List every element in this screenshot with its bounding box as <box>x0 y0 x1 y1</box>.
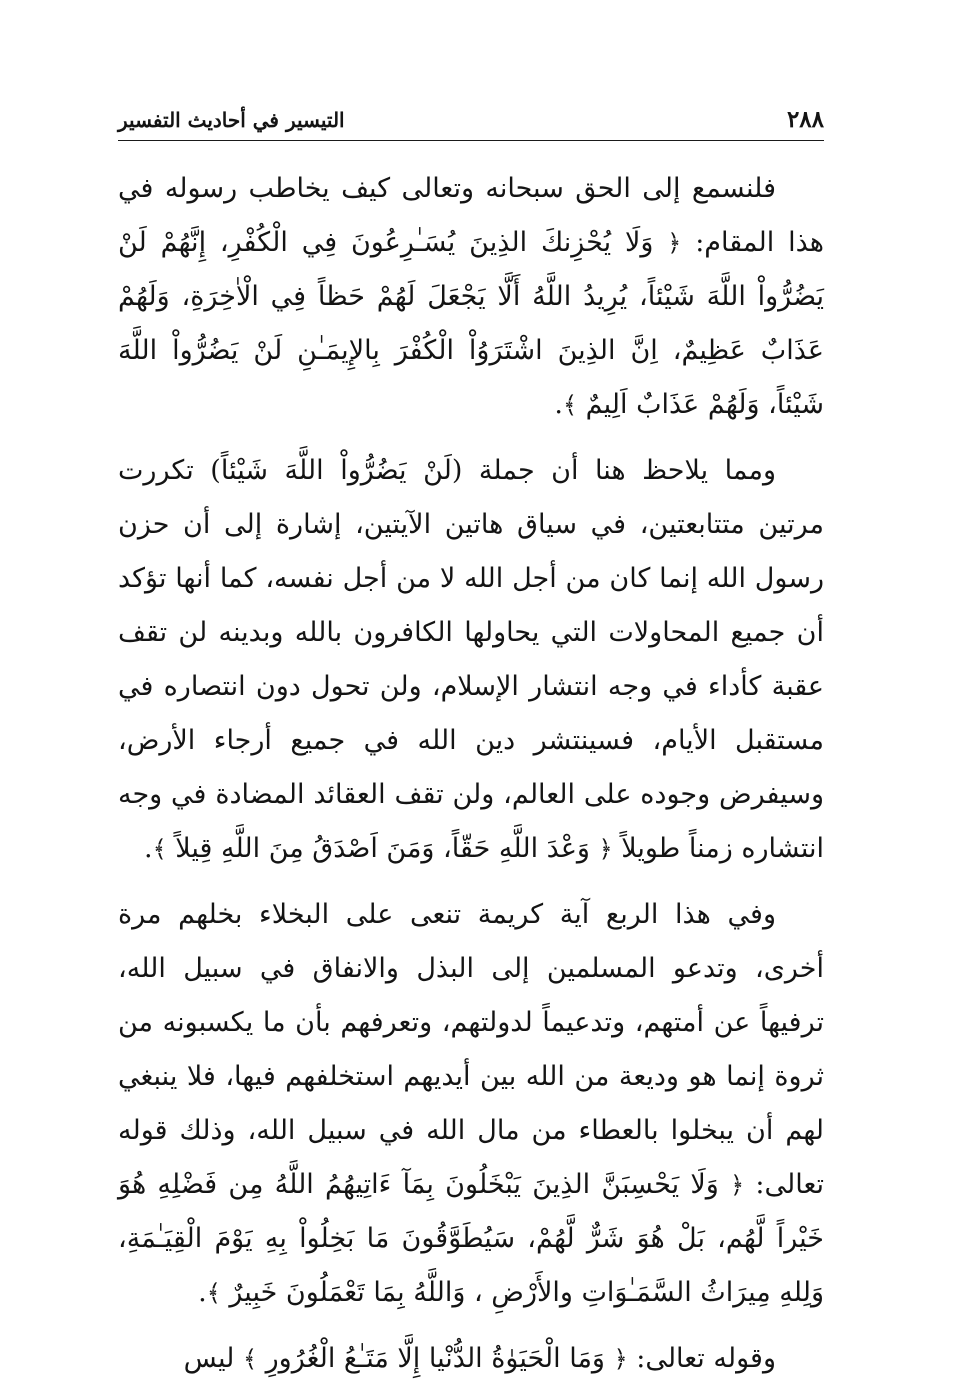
paragraph-text: وفي هذا الربع آية كريمة تنعى على البخلاء بخلهم مرة أخرى، وتدعو المسلمين إلى البذل والانفاق في سبيل الله، ترفيهاً عن أمتهم، وتدعيماً لدولتهم، وتعرفهم بأن ما يكسبونه من ثروة إنما هو وديعة من الله بين أيديهم استخلفهم فيها، فلا ينبغي لهم أن يبخلوا بالعطاء من مال الله في سبيل الله، وذلك قوله تعالى: <box>118 899 824 1200</box>
page-header <box>118 100 824 141</box>
paragraph-3 <box>118 888 824 1320</box>
paragraph-1 <box>118 162 824 432</box>
quran-open-ornament: ﴿ <box>730 1171 745 1199</box>
quran-close-ornament: ﴾ <box>563 391 578 419</box>
running-title: التيسير في أحاديث التفسير <box>118 108 345 132</box>
quran-open-ornament: ﴿ <box>598 835 613 863</box>
paragraph-4 <box>118 1332 824 1386</box>
page-number: ٢٨٨ <box>786 106 824 133</box>
paragraph-tail: . <box>143 833 153 864</box>
quran-quote: وَعْدَ اللَّهِ حَقّاً، وَمَنَ اَصْدَقُ مِنَ اللَّهِ قِيلاً <box>175 833 590 864</box>
paragraph-text: فلنسمع إلى الحق سبحانه وتعالى كيف يخاطب رسوله في هذا المقام: <box>118 173 825 258</box>
paragraph-text: ومما يلاحظ هنا أن جملة (لَنْ يَضُرُّواْ اللَّهَ شَيْئاً) تكررت مرتين متتابعتين، في سياق هاتين الآيتين، إشارة إلى أن حزن رسول الله إنما كان من أجل الله لا من أجل نفسه، كما أنها تؤكد أن جميع المحاولات التي يحاولها الكافرون بالله وبدينه لن تقف عقبة كأداء في وجه انتشار الإسلام، ولن تحول دون انتصاره في مستقبل الأيام، فسينتشر دين الله في جميع أرجاء الأرض، وسيفرض وجوده على العالم، ولن تقف العقائد المضادة في وجه انتشاره زمناً طويلاً <box>118 455 824 864</box>
quran-open-ornament: ﴿ <box>667 229 682 257</box>
paragraph-tail: ليس <box>183 1343 243 1374</box>
paragraph-tail: . <box>198 1277 207 1308</box>
body-text <box>118 162 824 1386</box>
quran-quote: وَلَا يَحْسِبَنَّ الذِينَ يَبْخَلُونَ بِمَآ ءَاتِيهُمُ اللَّهُ مِن فَضْلِهِ هُوَ خَيْراً لَّهُم، بَلْ هُوَ شَرٌّ لَّهُمْ، سَيُطَوَّقُونَ مَا بَخِلُواْ بِهِ يَوْمَ الْقِيَـٰمَةِ، وَلِلهِ مِيرَاثُ السَّمَـٰوَاتِ والأَرْضِ ، وَاللَّهُ بِمَا تَعْمَلُونَ خَبِيرٌ <box>118 1169 824 1308</box>
quran-close-ornament: ﴾ <box>206 1279 221 1307</box>
paragraph-2 <box>118 444 824 876</box>
quran-open-ornament: ﴿ <box>613 1345 628 1373</box>
quran-close-ornament: ﴾ <box>152 835 167 863</box>
quran-quote: وَمَا الْحَيَوٰةُ الدُّنْيا إِلَّا مَتَـٰعُ الْغُرُورِ <box>265 1343 605 1374</box>
quran-close-ornament: ﴾ <box>242 1345 258 1373</box>
quran-quote: وَلَا يُحْزِنكَ الذِينَ يُسَـٰرِعُونَ فِي الْكُفْرِ، إِنَّهُمْ لَنْ يَضُرُّواْ اللَّهَ شَيْئاً، يُرِيدُ اللَّهُ أَلَّا يَجْعَلَ لَهُمْ حَظاً فِي الْاٰخِرَةِ، وَلَهُمْ عَذَابٌ عَظِيمٌ، اِنَّ الذِينَ اشْتَرَوُاْ الْكُفْرَ بِالإِيمَـٰنِ لَنْ يَضُرُّواْ اللَّهَ شَيْئاً، وَلَهُمْ عَذَابٌ اَلِيمٌ <box>118 227 824 420</box>
paragraph-text: وقوله تعالى: <box>627 1343 776 1374</box>
paragraph-tail: . <box>554 389 563 420</box>
